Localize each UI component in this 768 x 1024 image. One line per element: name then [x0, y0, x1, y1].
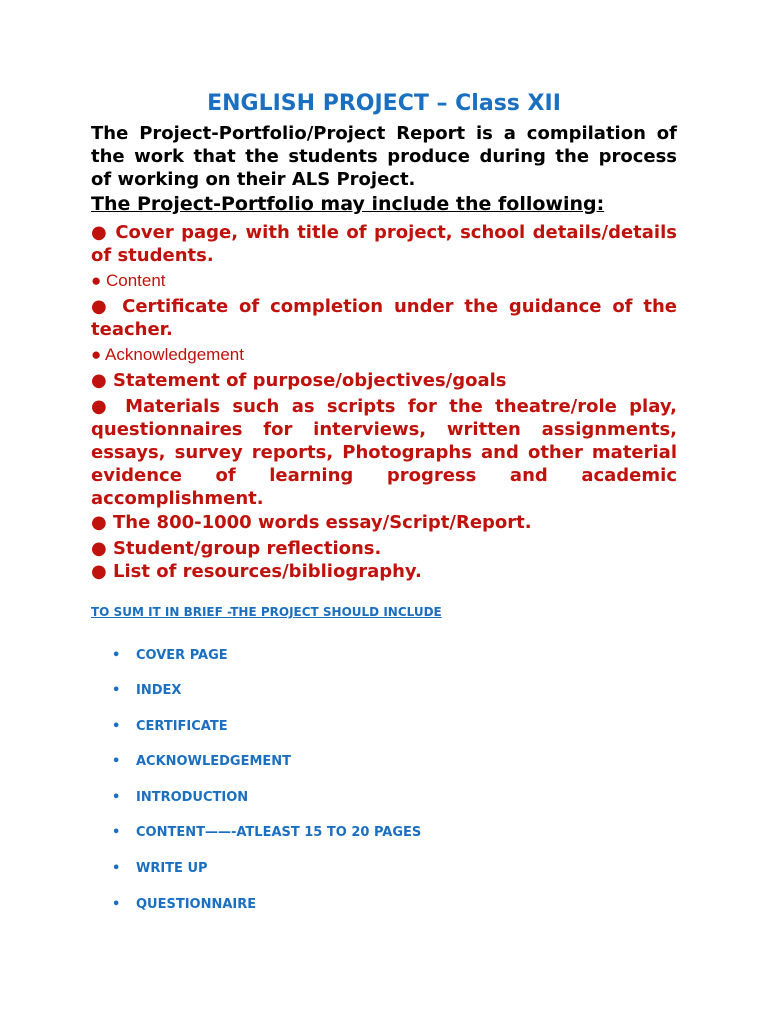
portfolio-item-acknowledgement: ● Acknowledgement [91, 345, 244, 364]
portfolio-item-resources: ● List of resources/bibliography. [91, 561, 422, 582]
bullet-icon: • [112, 861, 121, 876]
bullet-icon: • [112, 897, 121, 912]
portfolio-item-reflections: ● Student/group reflections. [91, 538, 382, 559]
portfolio-item-essay: ● The 800-1000 words essay/Script/Report. [91, 512, 532, 533]
list-item-label: INDEX [136, 683, 182, 698]
bullet-icon: • [112, 754, 121, 769]
portfolio-item-cover-page: ● Cover page, with title of project, school details/details of students. [91, 222, 677, 266]
list-item-label: QUESTIONNAIRE [136, 897, 257, 912]
portfolio-item-statement: ● Statement of purpose/objectives/goals [91, 370, 507, 391]
list-item-label: COVER PAGE [136, 648, 228, 663]
bullet-icon: • [112, 790, 121, 805]
list-item-label: CONTENT——-ATLEAST 15 TO 20 PAGES [136, 825, 422, 840]
portfolio-subheading: The Project-Portfolio may include the following: [91, 193, 605, 215]
portfolio-item-content: ● Content [91, 271, 166, 290]
bullet-icon: • [112, 825, 121, 840]
bullet-icon: • [112, 719, 121, 734]
page-title: ENGLISH PROJECT – Class XII [207, 91, 561, 116]
list-item-label: WRITE UP [136, 861, 208, 876]
list-item-label: INTRODUCTION [136, 790, 249, 805]
bullet-icon: • [112, 683, 121, 698]
summary-heading: TO SUM IT IN BRIEF -THE PROJECT SHOULD INCLUDE [91, 605, 442, 619]
portfolio-item-materials: ● Materials such as scripts for the theatre/role play, questionnaires for interviews, written assignments, essays, survey reports, Photographs and other material evidence of learning progress and academic accomplishment. [91, 396, 677, 509]
intro-paragraph: The Project-Portfolio/Project Report is a compilation of the work that the students produce during the process of working on their ALS Project. [91, 123, 677, 190]
list-item-label: CERTIFICATE [136, 719, 228, 734]
bullet-icon: • [112, 648, 121, 663]
list-item-label: ACKNOWLEDGEMENT [136, 754, 292, 769]
portfolio-item-certificate: ● Certificate of completion under the guidance of the teacher. [91, 296, 677, 340]
